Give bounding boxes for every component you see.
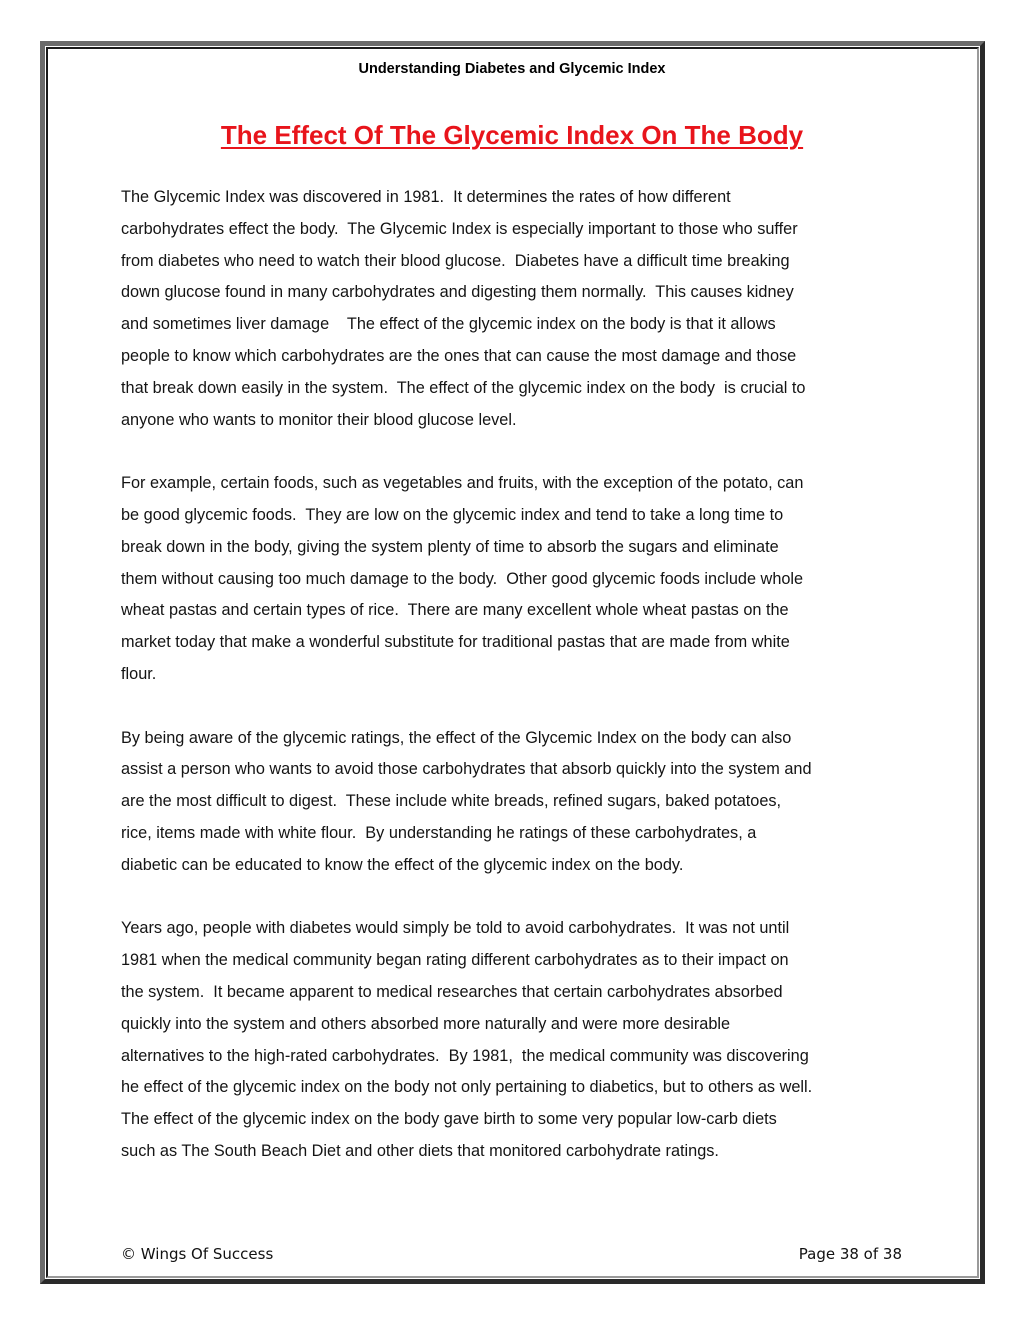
text-line: 1981 when the medical community began rating different carbohydrates as to their impact on: [121, 951, 789, 970]
text-line: By being aware of the glycemic ratings, the effect of the Glycemic Index on the body can also: [121, 728, 792, 747]
text-line: The Glycemic Index was discovered in 1981. It determines the rates of how different: [121, 188, 731, 206]
text-line: people to know which carbohydrates are the ones that can cause the most damage and those: [121, 346, 797, 365]
footer-copyright: © Wings Of Success: [121, 1245, 274, 1263]
text-line: The effect of the glycemic index on the body gave birth to some very popular low-carb diets: [121, 1110, 777, 1129]
footer-page-number: Page 38 of 38: [798, 1245, 902, 1263]
text-line: quickly into the system and others absorbed more naturally and were more desirable: [121, 1014, 731, 1033]
text-line: are the most difficult to digest. These include white breads, refined sugars, baked potatoes,: [121, 792, 782, 811]
running-header: Understanding Diabetes and Glycemic Index: [358, 61, 666, 77]
paragraph-4: [121, 913, 921, 1167]
paragraph-1: [121, 182, 921, 436]
text-line: that break down easily in the system. The effect of the glycemic index on the body is crucial to: [121, 378, 806, 397]
text-line: assist a person who wants to avoid those carbohydrates that absorb quickly into the system and: [121, 760, 812, 779]
text-line: be good glycemic foods. They are low on the glycemic index and tend to take a long time to: [121, 505, 784, 524]
text-line: diabetic can be educated to know the effect of the glycemic index on the body.: [121, 855, 684, 874]
text-line: such as The South Beach Diet and other diets that monitored carbohydrate ratings.: [121, 1141, 719, 1160]
text-line: break down in the body, giving the system plenty of time to absorb the sugars and eliminate: [121, 537, 779, 556]
text-line: carbohydrates effect the body. The Glycemic Index is especially important to those who suffer: [121, 219, 798, 238]
text-line: he effect of the glycemic index on the body not only pertaining to diabetics, but to others as well.: [121, 1078, 813, 1097]
text-line: rice, items made with white flour. By understanding he ratings of these carbohydrates, a: [121, 823, 757, 842]
text-line: and sometimes liver damage The effect of the glycemic index on the body is that it allows: [121, 315, 776, 334]
text-line: anyone who wants to monitor their blood glucose level.: [121, 410, 517, 429]
text-line: alternatives to the high-rated carbohydrates. By 1981, the medical community was discovering: [121, 1046, 809, 1065]
text-line: down glucose found in many carbohydrates and digesting them normally. This causes kidney: [121, 283, 794, 302]
text-line: them without causing too much damage to the body. Other good glycemic foods include whole: [121, 569, 804, 588]
page-title: The Effect Of The Glycemic Index On The Body: [220, 120, 804, 150]
paragraph-3: [121, 723, 921, 882]
paragraph-2: [121, 468, 921, 691]
text-line: Years ago, people with diabetes would simply be told to avoid carbohydrates. It was not until: [121, 919, 790, 938]
text-line: flour.: [121, 664, 157, 683]
text-line: For example, certain foods, such as vegetables and fruits, with the exception of the potato, can: [121, 474, 804, 493]
text-line: wheat pastas and certain types of rice. There are many excellent whole wheat pastas on the: [121, 601, 789, 620]
text-line: the system. It became apparent to medical researches that certain carbohydrates absorbed: [121, 982, 783, 1001]
article-body: [121, 182, 921, 1200]
text-line: market today that make a wonderful substitute for traditional pastas that are made from white: [121, 633, 790, 652]
text-line: from diabetes who need to watch their blood glucose. Diabetes have a difficult time breaking: [121, 251, 790, 270]
